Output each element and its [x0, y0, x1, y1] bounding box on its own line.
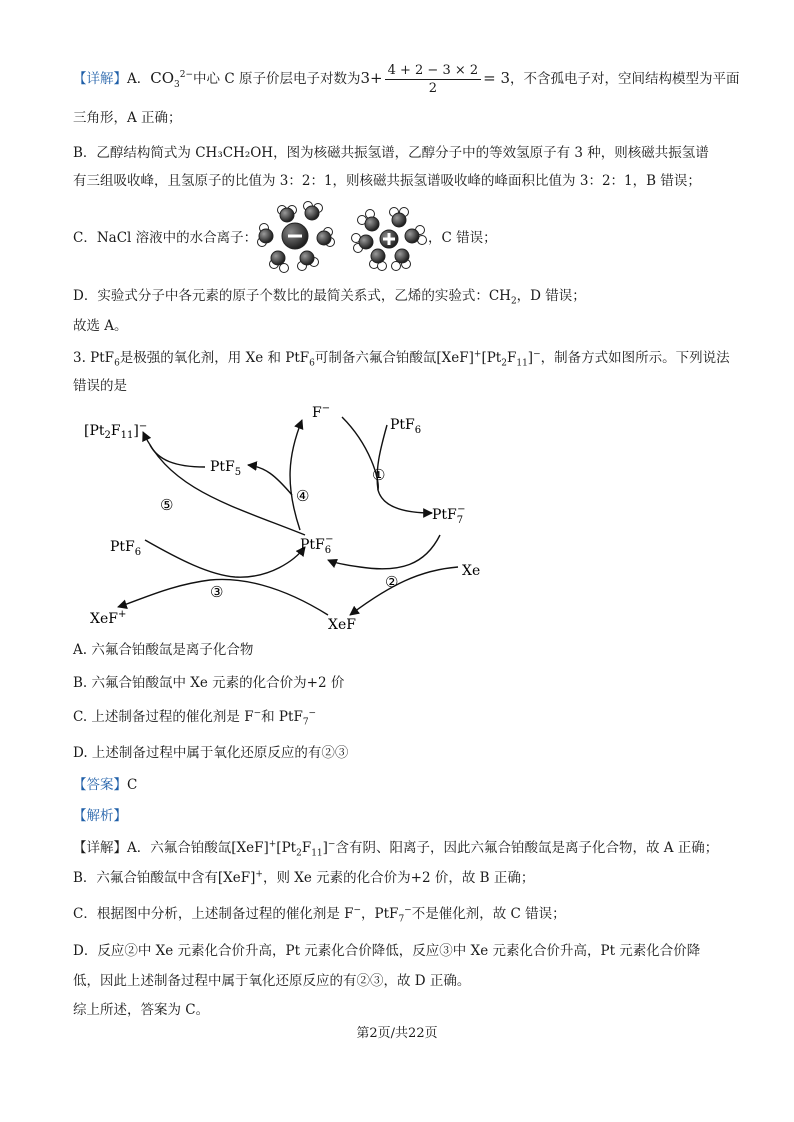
fraction-denominator: 2: [428, 81, 438, 96]
step3-marker: ③: [210, 583, 224, 601]
arrow-ptf5-join: [150, 445, 205, 467]
q3-stem-sub1: 6: [114, 358, 120, 369]
explain-b-sup: +: [255, 869, 263, 880]
label-ptf5: PtF$_5$: [210, 459, 242, 478]
q3-stem-close: ]: [527, 350, 534, 366]
explain-a-post: 含有阴、阳离子，因此六氟合铂酸氙是离子化合物，故 A 正确；: [335, 840, 719, 856]
explain-c-sup2: −: [404, 905, 412, 916]
detail-conclusion: 故选 A。: [73, 318, 128, 334]
label-pt2f11: $[Pt_2F_{11}]^-$: [84, 421, 148, 441]
co3-symbol: CO: [150, 69, 175, 87]
q3-stem-line2: 错误的是: [73, 378, 127, 394]
explain-b-post: ，则 Xe 元素的化合价为+2 价，故 B 正确；: [262, 870, 535, 886]
page-footer: 第2页/共22页: [356, 1026, 438, 1041]
option-d: D. 上述制备过程中属于氧化还原反应的有②③: [73, 745, 349, 761]
explain-c-sub: 7: [398, 914, 405, 925]
q3-stem-mid2: 可制备六氟合铂酸氙[XeF]: [314, 350, 474, 366]
detail-d-post: ，D 错误；: [516, 288, 586, 304]
label-ptf6-left: PtF$_6$: [110, 539, 142, 558]
detail-a-line1: [73, 62, 740, 97]
detail-a-mid: 中心 C 原子价层电子对数为: [193, 71, 361, 87]
explain-a-mid: [Pt: [276, 840, 297, 856]
explain-c-post: 不是催化剂，故 C 错误；: [411, 906, 566, 922]
analysis-label: 【解析】: [73, 808, 127, 824]
analysis-label-line: [73, 806, 127, 826]
explain-c-sup1: −: [353, 905, 362, 916]
answer-line: [73, 775, 137, 795]
hydrated-chloride-ion-image: [252, 198, 342, 274]
formula-plus: +: [370, 69, 383, 87]
fraction-numerator: 4 + 2 − 3 × 2: [385, 62, 482, 80]
detail-a-line2: 三角形，A 正确；: [73, 110, 182, 126]
option-a-prefix: A．: [127, 71, 151, 87]
explain-d-line2: 低，因此上述制备过程中属于氧化还原反应的有②③，故 D 正确。: [73, 973, 471, 989]
label-ptf6-top: PtF$_6$: [390, 417, 422, 436]
q3-stem-sub4: 11: [516, 358, 528, 369]
q3-stem-sub2: 6: [309, 358, 315, 369]
label-xef: XeF: [328, 617, 356, 633]
answer-label: 【答案】: [73, 777, 127, 793]
option-c: [73, 707, 316, 727]
detail-c-prefix: C．NaCl 溶液中的水合离子：: [73, 230, 258, 246]
step4-marker: ④: [296, 487, 310, 505]
option-a: A. 六氟合铂酸氙是离子化合物: [73, 642, 254, 658]
q3-stem-mid: 是极强的氧化剂，用 Xe 和 PtF: [119, 350, 310, 366]
explain-a-sub2: 11: [311, 848, 323, 859]
explain-c-mid: ，PtF: [361, 906, 399, 922]
detail-a-post: ，不含孤电子对，空间结构模型为平面: [510, 71, 740, 87]
label-ptf7-minus: PtF$_7$−: [432, 504, 466, 526]
explain-a: [73, 838, 718, 858]
q3-stem-f: F: [506, 350, 517, 366]
option-c-pre: C. 上述制备过程的催化剂是 F: [73, 709, 254, 725]
formula-three: 3: [360, 69, 371, 87]
option-c-sub: 7: [302, 717, 309, 728]
explain-a-f: F: [301, 840, 312, 856]
explain-a-close: ]: [322, 840, 328, 856]
detail-d-prefix: D．实验式分子中各元素的原子个数比的最简关系式，乙烯的实验式：CH: [73, 288, 511, 304]
arrow-step2-to-ptf6: [328, 535, 440, 569]
answer-value: C: [127, 777, 138, 793]
detail-d-line: [73, 286, 586, 306]
detail-c-post: ，C 错误；: [428, 230, 497, 246]
q3-stem-sup2: −: [533, 349, 541, 360]
q3-stem-pre: 3. PtF: [73, 350, 115, 366]
explain-b: [73, 868, 534, 888]
option-c-sup1: −: [253, 708, 262, 719]
detail-b-line2: 有三组吸收峰，且氢原子的比值为 3：2：1，则核磁共振氢谱吸收峰的峰面积比值为 3：2：1，B 错误；: [73, 173, 701, 189]
label-xe: Xe: [462, 563, 481, 579]
option-c-mid: 和 PtF: [261, 709, 303, 725]
co3-formula: [150, 69, 194, 90]
detail-d-subscript: 2: [510, 296, 517, 307]
arrow-to-ptf5: [248, 465, 292, 495]
step2-marker: ②: [385, 573, 399, 591]
step1-marker: ①: [372, 466, 386, 484]
explain-c-pre: C．根据图中分析，上述制备过程的催化剂是 F: [73, 906, 354, 922]
summary: 综上所述，答案为 C。: [73, 1002, 210, 1018]
formula-result: = 3: [483, 69, 511, 87]
formula-fraction: [385, 62, 482, 97]
minus-sign-icon: [288, 235, 302, 238]
q3-stem-sup1: +: [473, 349, 482, 360]
arrow-step2-to-xef: [350, 567, 458, 615]
q3-stem-sub3: 2: [501, 358, 507, 369]
explain-a-sub1: 2: [296, 848, 302, 859]
explain-a-sup2: −: [327, 839, 336, 850]
arrow-step3-to-ptf6: [145, 540, 305, 577]
hydrated-sodium-ion-image: [350, 206, 428, 272]
detail-c-line: [73, 228, 257, 248]
explain-c: [73, 904, 566, 924]
reaction-cycle-diagram: [60, 395, 510, 645]
explain-a-pre: 【详解】A．六氟合铂酸氙[XeF]: [73, 840, 269, 856]
option-b: B. 六氟合铂酸氙中 Xe 元素的化合价为+2 价: [73, 675, 345, 691]
label-xef-plus: XeF+: [90, 609, 127, 627]
option-c-sup2: −: [308, 708, 317, 719]
q3-stem-post: ，制备方式如图所示。下列说法: [540, 350, 730, 366]
explain-d-line1: D．反应②中 Xe 元素化合价升高，Pt 元素化合价降低，反应③中 Xe 元素化合价升高，Pt 元素化合价降: [73, 943, 701, 959]
arrow-step4: [290, 420, 302, 530]
detail-tag: 【详解】: [73, 71, 127, 87]
explain-b-pre: B．六氟合铂酸氙中含有[XeF]: [73, 870, 256, 886]
co3-subscript: 3: [174, 80, 180, 90]
explain-a-sup1: +: [268, 839, 277, 850]
q3-stem-br: [Pt: [481, 350, 502, 366]
plus-sign-v-icon: [388, 233, 391, 245]
step5-marker: ⑤: [160, 496, 174, 514]
q3-stem-line1: [73, 348, 730, 368]
label-ptf6-minus-center: PtF$_6$−: [300, 534, 334, 556]
detail-b-line1: B．乙醇结构简式为 CH₃CH₂OH，图为核磁共振氢谱，乙醇分子中的等效氢原子有 3 种，则核磁共振氢谱: [73, 145, 709, 161]
co3-superscript: 2−: [179, 70, 194, 80]
label-f-minus: F−: [312, 403, 331, 421]
